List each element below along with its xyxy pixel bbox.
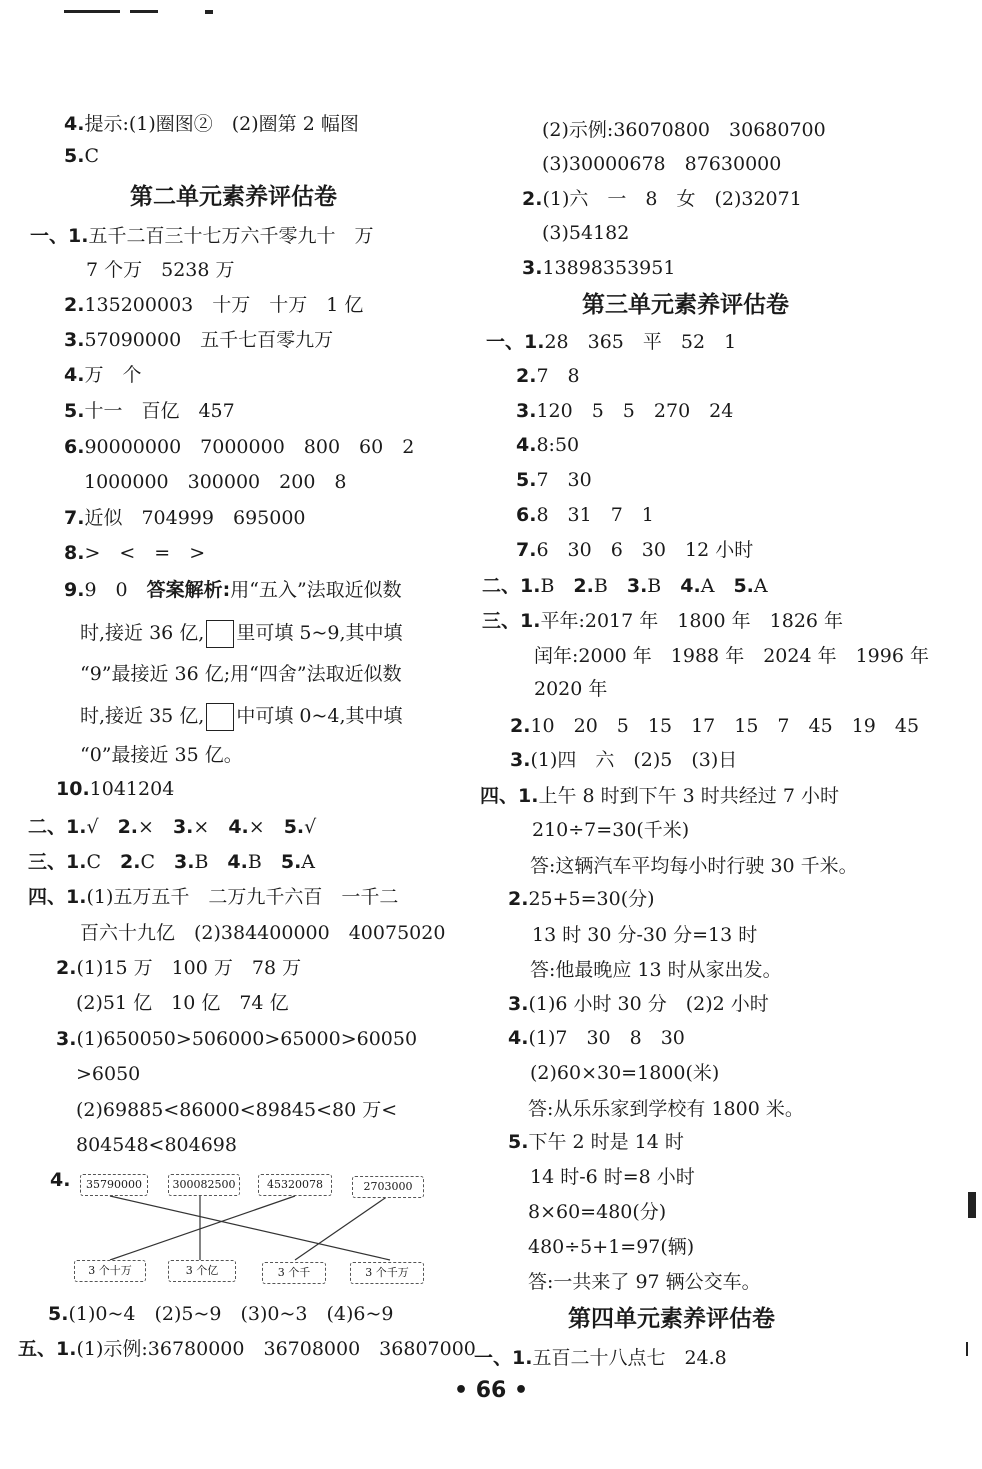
answer-line: 一、1.五百二十八点七 24.8 [474,1347,727,1369]
answer-line: 4.8:50 [516,434,580,456]
answer-line: 8.> < = > [64,542,206,564]
answer-continuation: >6050 [76,1063,141,1085]
answer-line: 3.(1)650050>506000>65000>60050 [56,1028,418,1050]
answer-continuation: 时,接近 35 亿, 中可填 0~4,其中填 [80,703,403,727]
answer-line: 5.下午 2 时是 14 时 [508,1131,684,1153]
answer-line: 7.6 30 6 30 12 小时 [516,539,754,561]
answer-line: 二、1.√ 2.× 3.× 4.× 5.√ [28,816,317,838]
matching-diagram [70,1168,430,1288]
answer-continuation: 百六十九亿 (2)384400000 40075020 [80,922,446,944]
blank-box [206,620,234,648]
answer-line: 2.(1)15 万 100 万 78 万 [56,957,302,979]
answer-line: 5.(1)0~4 (2)5~9 (3)0~3 (4)6~9 [48,1303,394,1325]
answer-line: 9.9 0 答案解析:用“五入”法取近似数 [64,579,402,601]
answer-continuation: 1000000 300000 200 8 [84,471,347,493]
answer-line: 7.近似 704999 695000 [64,507,306,529]
answer-line: 5.7 30 [516,469,592,491]
answer-continuation: 闰年:2000 年 1988 年 2024 年 1996 年 [534,645,929,667]
answer-line: 三、1.平年:2017 年 1800 年 1826 年 [482,610,844,632]
place-card: 3 个千 [262,1262,326,1284]
answer-line: 4. [50,1169,71,1191]
answer-continuation: 804548<804698 [76,1134,237,1156]
top-rule-2 [130,10,158,13]
answer-continuation: “0”最接近 35 亿。 [80,744,243,766]
match-line [295,1196,388,1260]
answer-line: 3.(1)6 小时 30 分 (2)2 小时 [508,993,769,1015]
section-heading: 第四单元素养评估卷 [568,1306,775,1332]
answer-continuation: 答:从乐乐家到学校有 1800 米。 [528,1098,804,1120]
place-card: 3 个千万 [350,1262,424,1284]
answer-line: 6.90000000 7000000 800 60 2 [64,436,415,458]
place-card: 3 个亿 [168,1260,236,1282]
answer-analysis-label: 答案解析: [146,579,231,601]
number-card: 2703000 [352,1176,424,1198]
answer-continuation: 14 时-6 时=8 小时 [530,1166,695,1188]
number-card: 300082500 [168,1174,240,1196]
answer-line: 2.7 8 [516,365,580,387]
answer-line: 4.(1)7 30 8 30 [508,1027,685,1049]
answer-line: 一、1.28 365 平 52 1 [486,331,737,353]
answer-line: 三、1.C 2.C 3.B 4.B 5.A [28,851,316,873]
answer-continuation: 480÷5+1=97(辆) [528,1236,695,1258]
answer-line: 3.120 5 5 270 24 [516,400,734,422]
answer-line: 3.57090000 五千七百零九万 [64,329,334,351]
top-rule-1 [64,10,120,13]
number-card: 45320078 [258,1174,332,1196]
answer-continuation: (3)30000678 87630000 [542,153,782,175]
answer-continuation: (3)54182 [542,222,630,244]
answer-continuation: 时,接近 36 亿, 里可填 5~9,其中填 [80,620,403,644]
answer-continuation: (2)69885<86000<89845<80 万< [76,1099,398,1121]
answer-line: 4.提示:(1)圈图② (2)圈第 2 幅图 [64,113,359,135]
page-number: • 66 • [453,1378,529,1403]
answer-line: 2.10 20 5 15 17 15 7 45 19 45 [510,715,920,737]
answer-line: 2.135200003 十万 十万 1 亿 [64,294,364,316]
answer-line: 6.8 31 7 1 [516,504,654,526]
top-rule-3 [205,10,213,14]
answer-continuation: (2)示例:36070800 30680700 [542,119,826,141]
answer-continuation: 8×60=480(分) [528,1201,667,1223]
answer-continuation: 答:一共来了 97 辆公交车。 [528,1271,761,1293]
section-heading: 第三单元素养评估卷 [582,292,789,318]
answer-line: 四、1.上午 8 时到下午 3 时共经过 7 小时 [480,785,839,807]
match-line [110,1196,295,1260]
answer-line: 四、1.(1)五万五千 二万九千六百 一千二 [28,886,399,908]
answer-line: 5.C [64,145,99,167]
answer-continuation: “9”最接近 36 亿;用“四舍”法取近似数 [80,663,402,685]
answer-continuation: 210÷7=30(千米) [532,819,690,841]
answer-line: 一、1.五千二百三十七万六千零九十 万 [30,225,374,247]
blank-box [206,703,234,731]
answer-line: 2.25+5=30(分) [508,888,655,910]
answer-continuation: (2)51 亿 10 亿 74 亿 [76,992,289,1014]
answer-continuation: 2020 年 [534,678,608,700]
answer-line: 4.万 个 [64,364,142,386]
answer-continuation: (2)60×30=1800(米) [530,1062,720,1084]
right-edge-mark [968,1192,976,1218]
number-card: 35790000 [80,1174,148,1196]
answer-continuation: 13 时 30 分-30 分=13 时 [532,924,758,946]
answer-line: 3.13898353951 [522,257,676,279]
answer-line: 五、1.(1)示例:36780000 36708000 36807000 [18,1338,476,1360]
section-heading: 第二单元素养评估卷 [130,184,337,210]
answer-line: 10.1041204 [56,778,175,800]
answer-continuation: 7 个万 5238 万 [86,259,235,281]
answer-continuation: 答:他最晚应 13 时从家出发。 [530,959,782,981]
answer-line: 3.(1)四 六 (2)5 (3)日 [510,749,738,771]
answer-line: 2.(1)六 一 8 女 (2)32071 [522,188,802,210]
answer-line: 5.十一 百亿 457 [64,400,235,422]
answer-continuation: 答:这辆汽车平均每小时行驶 30 千米。 [530,855,858,877]
place-card: 3 个十万 [74,1260,146,1282]
match-line [110,1196,390,1260]
answer-line: 二、1.B 2.B 3.B 4.A 5.A [482,575,768,597]
right-edge-tick [966,1342,968,1356]
